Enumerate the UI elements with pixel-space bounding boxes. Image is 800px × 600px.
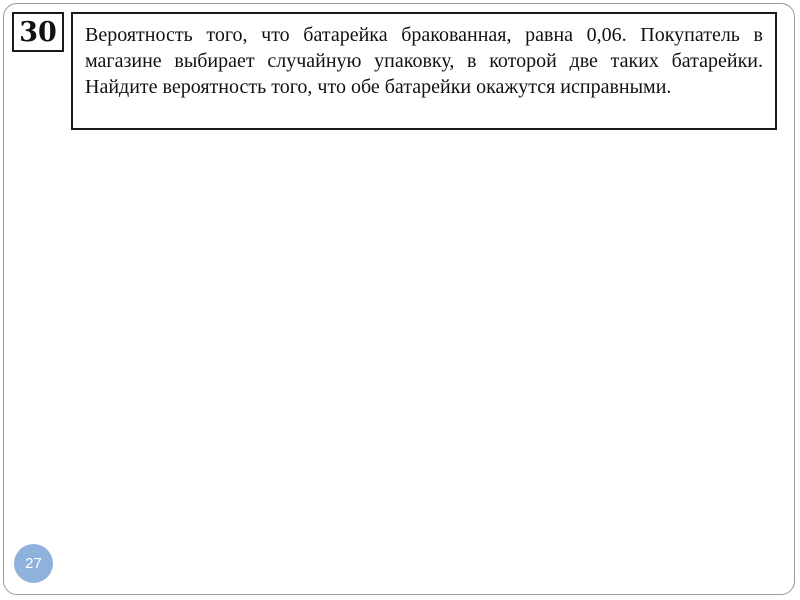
task-number-box: 30 (12, 12, 64, 52)
problem-statement-box (71, 12, 777, 130)
problem-statement-text: Вероятность того, что батарейка бракованная, равна 0,06. Покупатель в магазине выбирает случайную упаковку, в которой две таких батарейки. Найдите вероятность того, что обе батарейки окажутся исправными. (85, 24, 763, 98)
slide-number-badge: 27 (14, 544, 53, 583)
